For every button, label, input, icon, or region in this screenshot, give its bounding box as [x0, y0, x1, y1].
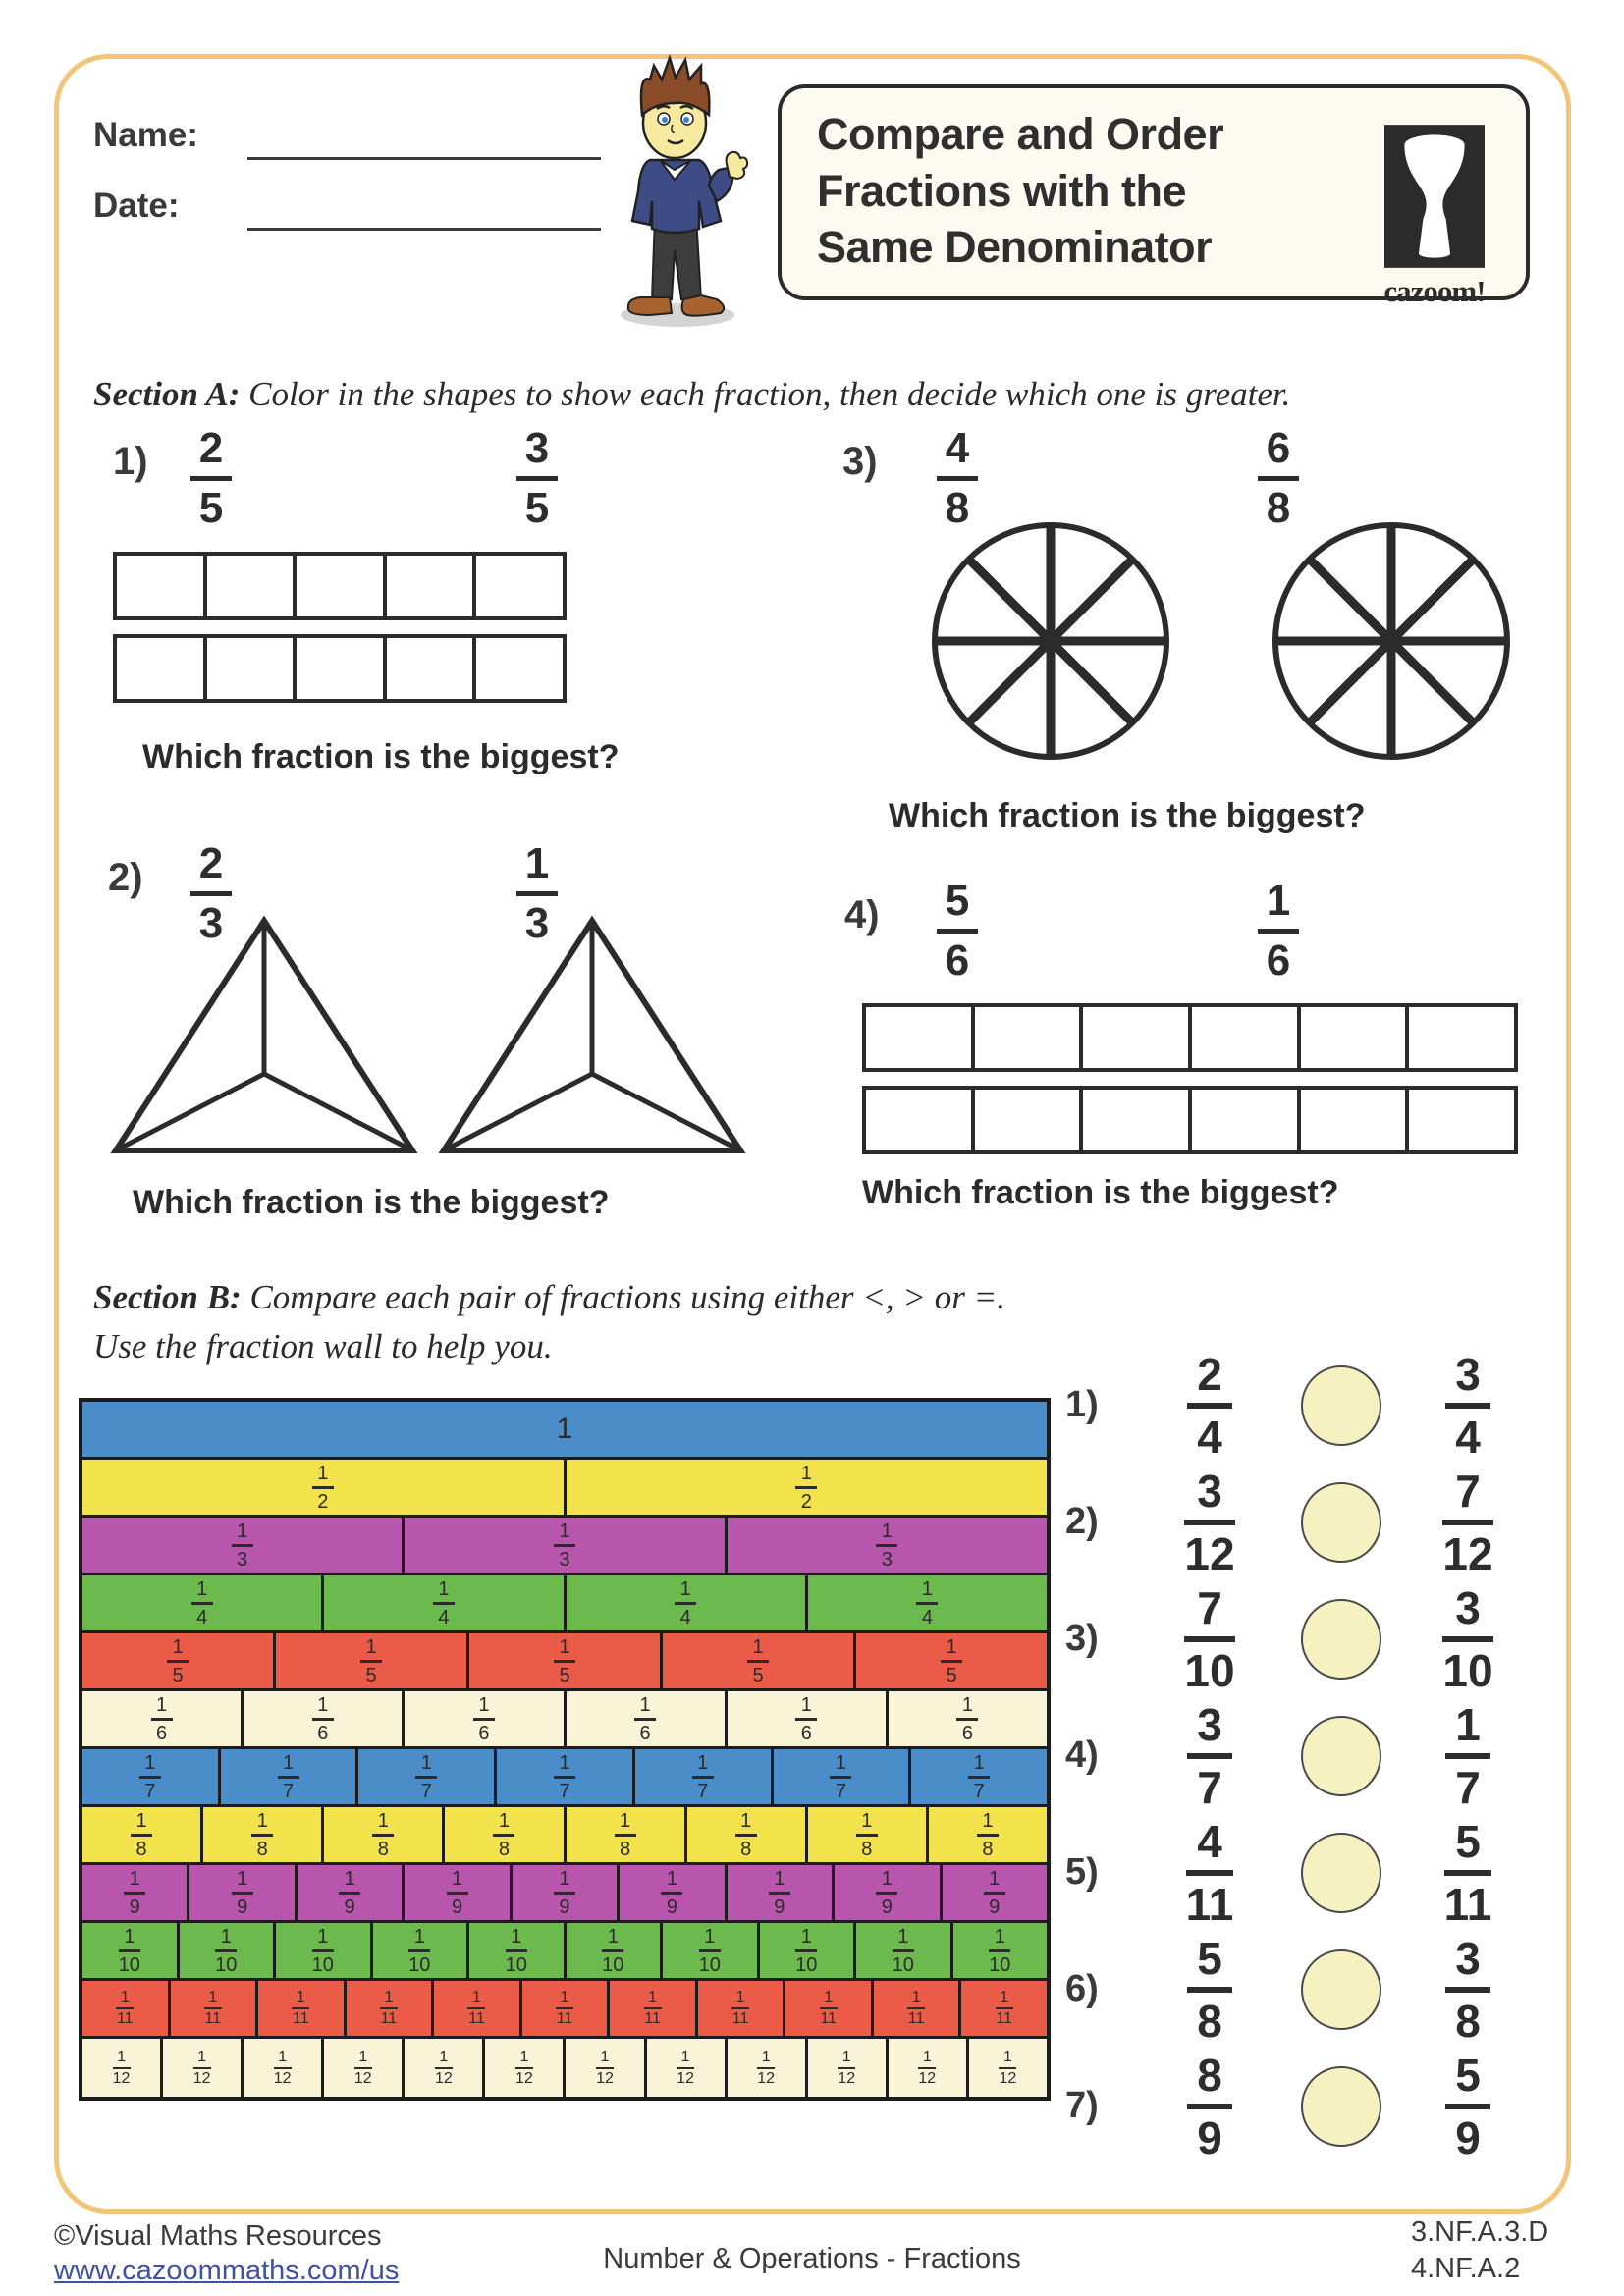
- section-b-instructions-line2: Use the fraction wall to help you.: [93, 1327, 553, 1365]
- problem-2-left-fraction: 2 3: [190, 842, 232, 945]
- wall-fraction-label: 1 9: [876, 1869, 897, 1917]
- wall-fraction-label: 1 6: [473, 1695, 495, 1743]
- wall-fraction-label: 1 5: [360, 1637, 382, 1685]
- wall-cell[interactable]: [687, 1807, 808, 1865]
- wall-cell[interactable]: [180, 1923, 277, 1981]
- wall-cell[interactable]: [567, 1575, 808, 1633]
- wall-fraction-label: 1 12: [273, 2048, 292, 2087]
- bar-cell[interactable]: [387, 556, 477, 616]
- bar-cell[interactable]: [207, 556, 298, 616]
- wall-cell[interactable]: [203, 1807, 324, 1865]
- section-b-instructions-line1: Compare each pair of fractions using either <, > or =.: [249, 1278, 1005, 1316]
- fraction-wall-row-2: [82, 1460, 1047, 1518]
- wall-cell[interactable]: [405, 1691, 566, 1749]
- compare-problem-number: 5): [1065, 1851, 1099, 1893]
- wall-fraction-label: 1 10: [505, 1925, 527, 1976]
- wall-cell[interactable]: [82, 1518, 405, 1575]
- footer-standard-2: 4.NF.A.2: [1411, 2253, 1521, 2284]
- wall-fraction-label: 1 4: [433, 1579, 455, 1628]
- wall-fraction-label: 1 5: [554, 1637, 575, 1685]
- wall-fraction-label: 1 8: [493, 1811, 514, 1859]
- problem-1-left-fraction: 2 5: [190, 427, 232, 530]
- wall-cell[interactable]: [567, 1807, 687, 1865]
- bar-cell[interactable]: [117, 556, 207, 616]
- problem-4-right-fraction: 1 6: [1258, 880, 1299, 983]
- wall-cell[interactable]: [276, 1633, 469, 1691]
- wall-cell[interactable]: [82, 1691, 244, 1749]
- fraction-wall-row-10: [82, 1923, 1047, 1981]
- fraction-wall-row-5: [82, 1633, 1047, 1691]
- answer-circle[interactable]: [1301, 1482, 1381, 1563]
- fraction-bar[interactable]: [113, 634, 567, 703]
- bar-cell[interactable]: [207, 638, 298, 699]
- compare-fraction: 3 4: [1445, 1352, 1490, 1460]
- wall-fraction-label: 1 8: [615, 1811, 636, 1859]
- wall-cell[interactable]: [434, 1981, 522, 2039]
- wall-cell[interactable]: [497, 1749, 635, 1807]
- compare-problem-row-2: [1065, 1464, 1537, 1580]
- wall-fraction-label: 1 5: [167, 1637, 189, 1685]
- problem-3-number: 3): [842, 440, 878, 483]
- wall-cell[interactable]: [698, 1981, 786, 2039]
- wall-label-one: 1: [556, 1413, 573, 1445]
- wall-cell[interactable]: [82, 1633, 276, 1691]
- wall-fraction-label: 1 12: [596, 2048, 614, 2087]
- fraction-wall-row-12: [82, 2039, 1047, 2097]
- wall-cell[interactable]: [856, 1923, 953, 1981]
- wall-fraction-label: 1 7: [830, 1753, 851, 1801]
- bar-cell[interactable]: [1083, 1007, 1192, 1068]
- answer-circle[interactable]: [1301, 1599, 1381, 1680]
- wall-cell[interactable]: [728, 1865, 835, 1923]
- cazoom-logo: [1371, 124, 1498, 309]
- wall-fraction-label: 1 8: [856, 1811, 878, 1859]
- wall-cell[interactable]: [953, 1923, 1048, 1981]
- problem-4-bars: [862, 1003, 1518, 1154]
- wall-cell[interactable]: [567, 1691, 728, 1749]
- cazoom-logo-text: cazoom!: [1383, 274, 1486, 308]
- wall-fraction-label: 1 11: [556, 1989, 573, 2027]
- wall-fraction-label: 1 12: [677, 2048, 694, 2087]
- wall-fraction-label: 1 5: [747, 1637, 769, 1685]
- wall-fraction-label: 1 4: [675, 1579, 696, 1628]
- wall-fraction-label: 1 11: [820, 1989, 837, 2027]
- wall-cell[interactable]: [324, 1807, 445, 1865]
- wall-fraction-label: 1 9: [769, 1869, 790, 1917]
- wall-fraction-label: 1 11: [996, 1989, 1013, 2027]
- cazoom-drum-icon: [1384, 124, 1485, 269]
- wall-cell[interactable]: [276, 1923, 373, 1981]
- bar-cell[interactable]: [866, 1007, 975, 1068]
- wall-fraction-label: 1 11: [293, 1989, 309, 2027]
- wall-fraction-label: 1 12: [999, 2048, 1017, 2087]
- wall-cell[interactable]: [567, 1923, 664, 1981]
- wall-cell[interactable]: [889, 2039, 969, 2097]
- bar-cell[interactable]: [297, 638, 387, 699]
- name-input-line[interactable]: [247, 157, 601, 160]
- wall-fraction-label: 1 8: [131, 1811, 152, 1859]
- wall-fraction-label: 1 10: [892, 1925, 914, 1976]
- wall-fraction-label: 1 2: [795, 1464, 817, 1512]
- fraction-wall-row-6: [82, 1691, 1047, 1749]
- footer-topic: Number & Operations - Fractions: [603, 2243, 1021, 2274]
- wall-cell[interactable]: [808, 2039, 889, 2097]
- wall-fraction-label: 1 7: [968, 1753, 990, 1801]
- compare-fraction: 3 8: [1445, 1936, 1490, 2044]
- compare-problem-number: 6): [1065, 1968, 1099, 2009]
- wall-fraction-label: 1 11: [731, 1989, 749, 2027]
- problem-2-triangle-right[interactable]: [434, 911, 750, 1158]
- problem-2-triangle-left[interactable]: [106, 911, 422, 1158]
- wall-cell[interactable]: [522, 1981, 611, 2039]
- wall-fraction-label: 1 9: [339, 1869, 360, 1917]
- wall-cell[interactable]: [82, 1923, 180, 1981]
- wall-fraction-label: 1 4: [916, 1579, 938, 1628]
- cartoon-boy-illustration: [581, 54, 768, 334]
- problem-1-right-fraction: 3 5: [516, 427, 558, 530]
- footer-standard-1: 3.NF.A.3.D: [1411, 2216, 1549, 2248]
- bar-cell[interactable]: [866, 1090, 975, 1150]
- problem-1-question: Which fraction is the biggest?: [142, 738, 620, 775]
- wall-cell[interactable]: [808, 1575, 1047, 1633]
- wall-fraction-label: 1 11: [204, 1989, 222, 2027]
- wall-fraction-label: 1 12: [192, 2048, 211, 2087]
- problem-3-question: Which fraction is the biggest?: [889, 797, 1366, 834]
- fraction-wall-row-1: [82, 1402, 1047, 1460]
- section-b-problems: [1065, 1347, 1537, 2164]
- wall-fraction-label: 1 12: [112, 2048, 131, 2087]
- wall-cell[interactable]: [513, 1865, 620, 1923]
- bar-cell[interactable]: [1192, 1090, 1301, 1150]
- wall-fraction-label: 1 6: [634, 1695, 656, 1743]
- fraction-wall: [79, 1398, 1051, 2101]
- wall-fraction-label: 1 6: [795, 1695, 817, 1743]
- wall-fraction-label: 1 10: [118, 1925, 140, 1976]
- compare-problem-row-6: [1065, 1931, 1537, 2048]
- compare-fraction: 3 12: [1184, 1465, 1235, 1579]
- fraction-wall-row-7: [82, 1749, 1047, 1807]
- wall-cell[interactable]: [221, 1749, 359, 1807]
- wall-fraction-label: 1 10: [602, 1925, 624, 1976]
- compare-fraction: 3 7: [1187, 1702, 1232, 1810]
- section-a-heading: [93, 375, 1290, 414]
- compare-fraction: 4 11: [1185, 1815, 1234, 1930]
- wall-cell[interactable]: [785, 1981, 874, 2039]
- wall-fraction-label: 1 7: [139, 1753, 161, 1801]
- fraction-wall-row-11: [82, 1981, 1047, 2039]
- section-b-heading: [93, 1278, 1005, 1317]
- wall-cell[interactable]: [82, 1460, 567, 1518]
- wall-fraction-label: 1 7: [415, 1753, 437, 1801]
- wall-fraction-label: 1 11: [644, 1989, 661, 2027]
- compare-problem-number: 4): [1065, 1735, 1099, 1776]
- problem-3-circle-left[interactable]: [928, 518, 1173, 764]
- compare-fraction: 3 10: [1442, 1581, 1493, 1696]
- compare-fraction: 5 8: [1187, 1936, 1232, 2044]
- wall-fraction-label: 1 10: [311, 1925, 334, 1976]
- wall-fraction-label: 1 11: [380, 1989, 398, 2027]
- wall-cell[interactable]: [82, 1981, 171, 2039]
- answer-circle[interactable]: [1301, 1949, 1381, 2030]
- problem-2-question: Which fraction is the biggest?: [133, 1184, 610, 1221]
- section-a-instructions: Color in the shapes to show each fraction, then decide which one is greater.: [248, 375, 1291, 413]
- wall-cell[interactable]: [808, 1807, 929, 1865]
- wall-fraction-label: 1 8: [735, 1811, 757, 1859]
- bar-cell[interactable]: [1192, 1007, 1301, 1068]
- wall-fraction-label: 1 10: [408, 1925, 431, 1976]
- wall-cell[interactable]: [728, 2039, 808, 2097]
- wall-cell[interactable]: [244, 1691, 405, 1749]
- wall-cell[interactable]: [163, 2039, 244, 2097]
- wall-cell[interactable]: [566, 2039, 646, 2097]
- wall-fraction-label: 1 4: [191, 1579, 213, 1628]
- wall-cell[interactable]: [469, 1633, 663, 1691]
- wall-fraction-label: 1 9: [232, 1869, 253, 1917]
- bar-cell[interactable]: [975, 1007, 1084, 1068]
- wall-fraction-label: 1 12: [434, 2048, 453, 2087]
- wall-cell[interactable]: [663, 1633, 856, 1691]
- wall-cell[interactable]: [445, 1807, 566, 1865]
- compare-problem-row-1: [1065, 1347, 1537, 1464]
- wall-cell[interactable]: [620, 1865, 727, 1923]
- problem-3-circle-right[interactable]: [1269, 518, 1514, 764]
- fraction-bar[interactable]: [113, 552, 567, 620]
- bar-cell[interactable]: [297, 556, 387, 616]
- wall-fraction-label: 1 11: [907, 1989, 925, 2027]
- problem-4-question: Which fraction is the biggest?: [862, 1174, 1339, 1211]
- answer-circle[interactable]: [1301, 1365, 1381, 1446]
- bar-cell[interactable]: [1409, 1007, 1514, 1068]
- wall-cell[interactable]: [358, 1749, 497, 1807]
- wall-fraction-label: 1 5: [941, 1637, 962, 1685]
- fraction-bar[interactable]: [862, 1003, 1518, 1072]
- wall-fraction-label: 1 10: [989, 1925, 1011, 1976]
- date-label: Date:: [93, 187, 180, 225]
- problem-4-number: 4): [844, 893, 880, 936]
- compare-problem-row-4: [1065, 1697, 1537, 1814]
- date-input-line[interactable]: [247, 228, 601, 231]
- wall-fraction-label: 1 12: [757, 2048, 776, 2087]
- wall-cell[interactable]: [663, 1923, 760, 1981]
- wall-fraction-label: 1 12: [515, 2048, 533, 2087]
- wall-fraction-label: 1 10: [698, 1925, 721, 1976]
- wall-cell[interactable]: [874, 1981, 962, 2039]
- wall-cell[interactable]: [760, 1923, 857, 1981]
- fraction-wall-row-9: [82, 1865, 1047, 1923]
- wall-cell[interactable]: [324, 1575, 566, 1633]
- wall-fraction-label: 1 3: [232, 1522, 253, 1570]
- bar-cell[interactable]: [1409, 1090, 1514, 1150]
- answer-circle[interactable]: [1301, 2066, 1381, 2147]
- wall-cell[interactable]: [405, 2039, 485, 2097]
- problem-3-left-fraction: 4 8: [937, 427, 978, 530]
- wall-fraction-label: 1 7: [554, 1753, 575, 1801]
- wall-fraction-label: 1 9: [984, 1869, 1005, 1917]
- wall-fraction-label: 1 6: [956, 1695, 978, 1743]
- wall-cell[interactable]: [373, 1923, 470, 1981]
- compare-problem-row-5: [1065, 1814, 1537, 1931]
- answer-circle[interactable]: [1301, 1716, 1381, 1796]
- compare-problem-number: 7): [1065, 2085, 1099, 2126]
- wall-fraction-label: 1 6: [151, 1695, 173, 1743]
- wall-cell[interactable]: [911, 1749, 1047, 1807]
- section-a-label: Section A:: [93, 375, 241, 413]
- worksheet-title: Compare and Order Fractions with the Same Denominator: [817, 109, 1224, 273]
- wall-cell[interactable]: [610, 1981, 698, 2039]
- wall-cell[interactable]: [728, 1518, 1047, 1575]
- wall-cell[interactable]: [728, 1691, 889, 1749]
- wall-fraction-label: 1 11: [468, 1989, 485, 2027]
- compare-fraction: 5 9: [1445, 2053, 1490, 2161]
- compare-fraction: 7 12: [1442, 1465, 1493, 1579]
- wall-cell[interactable]: [82, 1749, 221, 1807]
- compare-fraction: 7 10: [1184, 1581, 1235, 1696]
- wall-cell[interactable]: [969, 2039, 1047, 2097]
- compare-problem-row-7: [1065, 2048, 1537, 2164]
- problem-2-number: 2): [108, 856, 143, 899]
- section-b-label: Section B:: [93, 1278, 242, 1316]
- compare-fraction: 8 9: [1187, 2053, 1232, 2161]
- problem-3-right-fraction: 6 8: [1258, 427, 1299, 530]
- footer-url-link[interactable]: www.cazoommaths.com/us: [54, 2255, 400, 2286]
- wall-cell[interactable]: [647, 2039, 728, 2097]
- wall-cell[interactable]: [324, 2039, 405, 2097]
- wall-fraction-label: 1 3: [876, 1522, 897, 1570]
- compare-fraction: 1 7: [1445, 1702, 1490, 1810]
- wall-cell[interactable]: [469, 1923, 567, 1981]
- wall-cell[interactable]: [567, 1460, 1048, 1518]
- bar-cell[interactable]: [476, 638, 563, 699]
- wall-fraction-label: 1 11: [116, 1989, 134, 2027]
- fraction-wall-row-3: [82, 1518, 1047, 1575]
- wall-fraction-label: 1 2: [312, 1464, 334, 1512]
- wall-fraction-label: 1 8: [977, 1811, 999, 1859]
- wall-cell[interactable]: [82, 1575, 324, 1633]
- wall-fraction-label: 1 8: [251, 1811, 273, 1859]
- answer-circle[interactable]: [1301, 1833, 1381, 1913]
- wall-cell[interactable]: [298, 1865, 405, 1923]
- footer-copyright: ©Visual Maths Resources: [54, 2220, 382, 2252]
- problem-1-bars: [113, 552, 567, 703]
- wall-fraction-label: 1 9: [447, 1869, 468, 1917]
- wall-cell[interactable]: [635, 1749, 774, 1807]
- wall-cell[interactable]: [244, 2039, 324, 2097]
- wall-cell[interactable]: [82, 2039, 163, 2097]
- wall-cell[interactable]: [347, 1981, 435, 2039]
- bar-cell[interactable]: [1301, 1007, 1410, 1068]
- wall-cell[interactable]: [82, 1402, 1047, 1460]
- wall-cell[interactable]: [774, 1749, 912, 1807]
- bar-cell[interactable]: [387, 638, 477, 699]
- bar-cell[interactable]: [117, 638, 207, 699]
- bar-cell[interactable]: [476, 556, 563, 616]
- problem-4-left-fraction: 5 6: [937, 880, 978, 983]
- wall-cell[interactable]: [171, 1981, 259, 2039]
- wall-fraction-label: 1 12: [918, 2048, 937, 2087]
- bar-cell[interactable]: [1083, 1090, 1192, 1150]
- wall-fraction-label: 1 3: [554, 1522, 575, 1570]
- compare-problem-number: 3): [1065, 1618, 1099, 1659]
- wall-cell[interactable]: [485, 2039, 566, 2097]
- compare-fraction: 5 11: [1443, 1815, 1492, 1930]
- worksheet-title-box: [778, 84, 1530, 308]
- wall-cell[interactable]: [929, 1807, 1047, 1865]
- wall-cell[interactable]: [961, 1981, 1047, 2039]
- wall-cell[interactable]: [835, 1865, 942, 1923]
- wall-fraction-label: 1 7: [692, 1753, 714, 1801]
- wall-fraction-label: 1 6: [312, 1695, 334, 1743]
- problem-2-right-fraction: 1 3: [516, 842, 558, 945]
- wall-fraction-label: 1 9: [661, 1869, 682, 1917]
- fraction-wall-row-4: [82, 1575, 1047, 1633]
- wall-fraction-label: 1 9: [124, 1869, 145, 1917]
- compare-problem-row-3: [1065, 1580, 1537, 1697]
- compare-problem-number: 1): [1065, 1384, 1099, 1425]
- wall-fraction-label: 1 12: [353, 2048, 372, 2087]
- wall-cell[interactable]: [82, 1865, 189, 1923]
- wall-fraction-label: 1 10: [215, 1925, 238, 1976]
- wall-fraction-label: 1 12: [838, 2048, 856, 2087]
- wall-cell[interactable]: [856, 1633, 1047, 1691]
- wall-cell[interactable]: [405, 1865, 512, 1923]
- bar-cell[interactable]: [975, 1090, 1084, 1150]
- wall-cell[interactable]: [258, 1981, 347, 2039]
- wall-cell[interactable]: [82, 1807, 203, 1865]
- wall-cell[interactable]: [405, 1518, 727, 1575]
- problem-1-number: 1): [113, 440, 148, 483]
- wall-cell[interactable]: [189, 1865, 297, 1923]
- wall-cell[interactable]: [889, 1691, 1047, 1749]
- compare-fraction: 2 4: [1187, 1352, 1232, 1460]
- wall-fraction-label: 1 8: [372, 1811, 394, 1859]
- fraction-wall-row-8: [82, 1807, 1047, 1865]
- wall-cell[interactable]: [943, 1865, 1047, 1923]
- wall-fraction-label: 1 10: [795, 1925, 818, 1976]
- compare-problem-number: 2): [1065, 1501, 1099, 1542]
- name-label: Name:: [93, 116, 198, 154]
- bar-cell[interactable]: [1301, 1090, 1410, 1150]
- wall-fraction-label: 1 9: [554, 1869, 575, 1917]
- wall-fraction-label: 1 7: [278, 1753, 299, 1801]
- fraction-bar[interactable]: [862, 1086, 1518, 1154]
